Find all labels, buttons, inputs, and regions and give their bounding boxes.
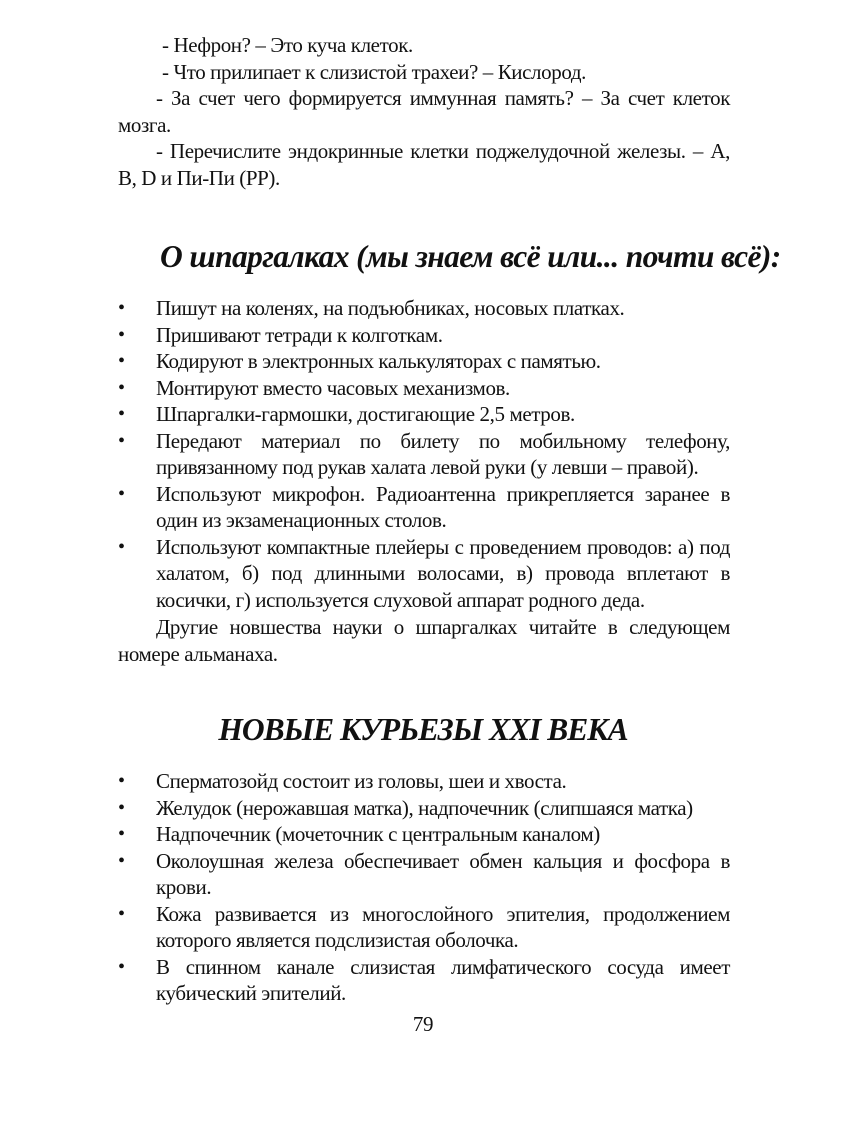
list-item: • Кожа развивается из многослойного эпителия, продолжением которого является подслизистая оболочка. xyxy=(118,901,730,954)
page-number: 79 xyxy=(412,1012,434,1036)
section-heading-cheat-sheets: О шпаргалках (мы знаем всё или... почти всё): xyxy=(160,239,781,274)
list-item: • Пишут на коленях, на подъюбниках, носовых платках. xyxy=(118,295,730,322)
list-item: • Сперматозойд состоит из головы, шеи и хвоста. xyxy=(118,768,730,795)
list-item: • Используют микрофон. Радиоантенна прикрепляется заранее в один из экзаменационных столов. xyxy=(118,481,730,534)
section-heading-curiosities: НОВЫЕ КУРЬЕЗЫ XXI ВЕКА xyxy=(218,712,628,747)
list-item: • Околоушная железа обеспечивает обмен кальция и фосфора в крови. xyxy=(118,848,730,901)
list-item: • Используют компактные плейеры с проведением проводов: а) под халатом, б) под длинными волосами, в) провода вплетают в косички, г) используется слуховой аппарат родного деда. xyxy=(118,534,730,614)
curiosities-list xyxy=(118,768,730,1007)
list-item: • Надпочечник (мочеточник с центральным каналом) xyxy=(118,821,730,848)
list-item: • Передают материал по билету по мобильному телефону, привязанному под рукав халата левой руки (у левши – правой). xyxy=(118,428,730,481)
list-item: • Пришивают тетради к колготкам. xyxy=(118,322,730,349)
qa-line: - Что прилипает к слизистой трахеи? – Кислород. xyxy=(162,59,586,84)
list-item: • Шпаргалки-гармошки, достигающие 2,5 метров. xyxy=(118,401,730,428)
list-item: • В спинном канале слизистая лимфатического сосуда имеет кубический эпителий. xyxy=(118,954,730,1007)
list-item: • Монтируют вместо часовых механизмов. xyxy=(118,375,730,402)
qa-block xyxy=(118,32,730,191)
qa-line: - За счет чего формируется иммунная память? – За счет клеток мозга. xyxy=(118,86,730,137)
qa-line: - Перечислите эндокринные клетки поджелудочной железы. – A, B, D и Пи-Пи (PP). xyxy=(118,139,730,190)
qa-line: - Нефрон? – Это куча клеток. xyxy=(162,33,413,57)
closing-paragraph: Другие новшества науки о шпаргалках читайте в следующем номере альманаха. xyxy=(118,615,730,666)
cheat-sheets-list xyxy=(118,295,730,613)
list-item: • Кодируют в электронных калькуляторах с памятью. xyxy=(118,348,730,375)
list-item: • Желудок (нерожавшая матка), надпочечник (слипшаяся матка) xyxy=(118,795,730,822)
